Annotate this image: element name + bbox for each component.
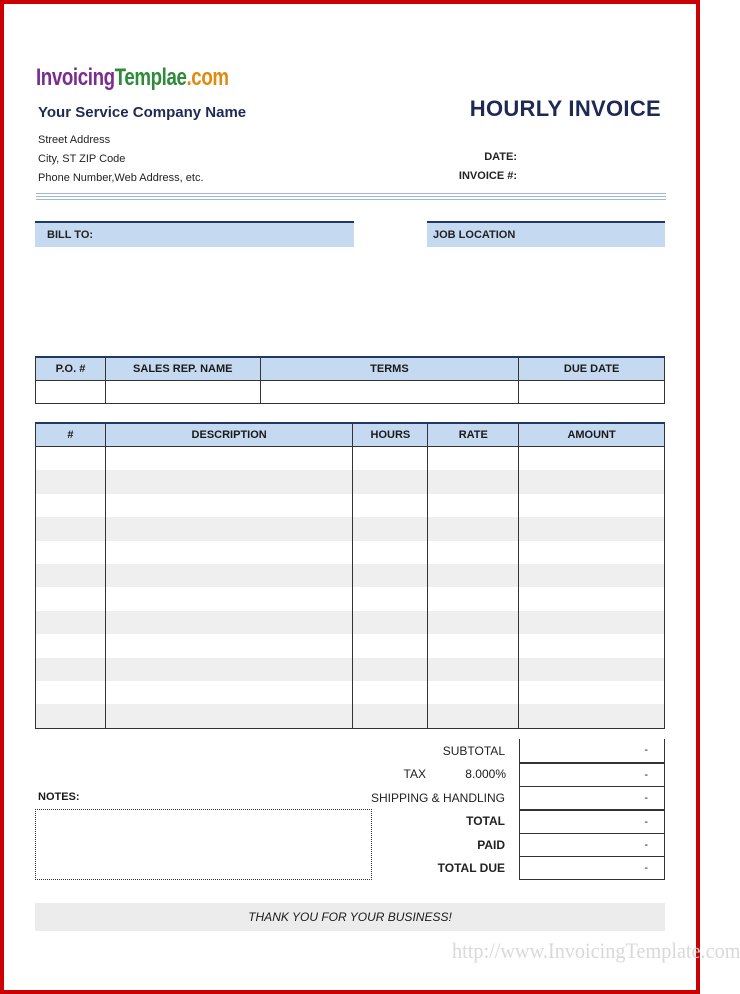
rate-cell[interactable] [428,704,519,728]
subtotal-label: SUBTOTAL [442,744,505,758]
hours-cell[interactable] [353,587,428,610]
table-row [36,587,665,610]
rate-cell[interactable] [428,681,519,704]
item-number-cell[interactable] [36,587,106,610]
table-row [36,517,665,540]
paid-value[interactable]: - [519,833,665,857]
description-cell[interactable] [105,704,353,728]
tax-label: TAX [403,767,426,781]
description-cell[interactable] [105,658,353,681]
rate-cell[interactable] [428,658,519,681]
sales-rep-header: SALES REP. NAME [105,357,260,381]
date-label: DATE: [484,151,517,163]
hours-cell[interactable] [353,494,428,517]
total-due-label: TOTAL DUE [437,861,505,875]
due-date-cell[interactable] [519,381,665,404]
item-number-cell[interactable] [36,517,106,540]
amount-cell[interactable] [519,587,665,610]
tax-value: - [519,763,665,787]
company-name: Your Service Company Name [38,104,247,121]
amount-cell[interactable] [519,611,665,634]
hours-cell[interactable] [353,564,428,587]
description-cell[interactable] [105,681,353,704]
rate-cell[interactable] [428,447,519,471]
item-number-cell[interactable] [36,611,106,634]
description-cell[interactable] [105,587,353,610]
total-due-value: - [519,856,665,880]
notes-label: NOTES: [38,791,80,803]
city-state-zip: City, ST ZIP Code [38,153,126,165]
description-cell[interactable] [105,564,353,587]
amount-cell[interactable] [519,517,665,540]
shipping-label: SHIPPING & HANDLING [370,791,505,805]
item-number-header: # [36,423,106,447]
hours-cell[interactable] [353,447,428,471]
po-number-cell[interactable] [36,381,106,404]
hours-cell[interactable] [353,470,428,493]
line-items-table [35,422,665,729]
rate-cell[interactable] [428,517,519,540]
table-row [36,704,665,728]
amount-cell[interactable] [519,704,665,728]
invoice-number-label: INVOICE #: [458,170,517,182]
amount-cell[interactable] [519,470,665,493]
hours-header: HOURS [353,423,428,447]
logo: InvoicingTemplae.com [36,64,229,91]
due-date-header: DUE DATE [519,357,665,381]
rate-cell[interactable] [428,494,519,517]
item-number-cell[interactable] [36,564,106,587]
item-number-cell[interactable] [36,470,106,493]
total-value: - [519,810,665,834]
table-row [36,564,665,587]
amount-cell[interactable] [519,658,665,681]
description-cell[interactable] [105,494,353,517]
invoice-title: HOURLY INVOICE [469,96,661,121]
tax-rate[interactable]: 8.000% [465,767,506,781]
item-number-cell[interactable] [36,447,106,471]
description-cell[interactable] [105,470,353,493]
item-number-cell[interactable] [36,541,106,564]
sales-rep-cell[interactable] [105,381,260,404]
table-row [36,541,665,564]
description-header: DESCRIPTION [105,423,353,447]
subtotal-value: - [519,739,665,763]
paid-label: PAID [477,838,505,852]
terms-cell[interactable] [260,381,519,404]
contact-info: Phone Number,Web Address, etc. [38,172,204,184]
hours-cell[interactable] [353,611,428,634]
hours-cell[interactable] [353,681,428,704]
item-number-cell[interactable] [36,634,106,657]
separator-line [36,196,666,197]
notes-field[interactable] [35,809,372,880]
separator-line [36,193,666,194]
separator-line [36,199,666,200]
hours-cell[interactable] [353,704,428,728]
rate-cell[interactable] [428,587,519,610]
rate-cell[interactable] [428,564,519,587]
thank-you-banner: THANK YOU FOR YOUR BUSINESS! [35,903,665,931]
table-row [36,447,665,471]
description-cell[interactable] [105,447,353,471]
rate-cell[interactable] [428,470,519,493]
amount-cell[interactable] [519,634,665,657]
table-row [36,470,665,493]
table-row [36,494,665,517]
amount-cell[interactable] [519,494,665,517]
item-number-cell[interactable] [36,704,106,728]
table-row [36,681,665,704]
order-info-table [35,356,665,404]
total-label: TOTAL [466,814,505,828]
description-cell[interactable] [105,611,353,634]
description-cell[interactable] [105,517,353,540]
hours-cell[interactable] [353,541,428,564]
watermark: http://www.InvoicingTemplate.com [452,938,740,963]
rate-cell[interactable] [428,634,519,657]
rate-cell[interactable] [428,611,519,634]
table-row [36,658,665,681]
amount-cell[interactable] [519,447,665,471]
street-address: Street Address [38,134,111,146]
item-number-cell[interactable] [36,681,106,704]
item-number-cell[interactable] [36,658,106,681]
item-number-cell[interactable] [36,494,106,517]
hours-cell[interactable] [353,658,428,681]
hours-cell[interactable] [353,517,428,540]
table-row [36,611,665,634]
description-cell[interactable] [105,541,353,564]
amount-cell[interactable] [519,681,665,704]
rate-header: RATE [428,423,519,447]
job-location-header: JOB LOCATION [427,221,665,247]
table-row [36,634,665,657]
terms-header: TERMS [260,357,519,381]
bill-to-header: BILL TO: [35,221,354,247]
amount-cell[interactable] [519,564,665,587]
shipping-value[interactable]: - [519,786,665,810]
hours-cell[interactable] [353,634,428,657]
rate-cell[interactable] [428,541,519,564]
amount-cell[interactable] [519,541,665,564]
amount-header: AMOUNT [519,423,665,447]
description-cell[interactable] [105,634,353,657]
po-number-header: P.O. # [36,357,106,381]
